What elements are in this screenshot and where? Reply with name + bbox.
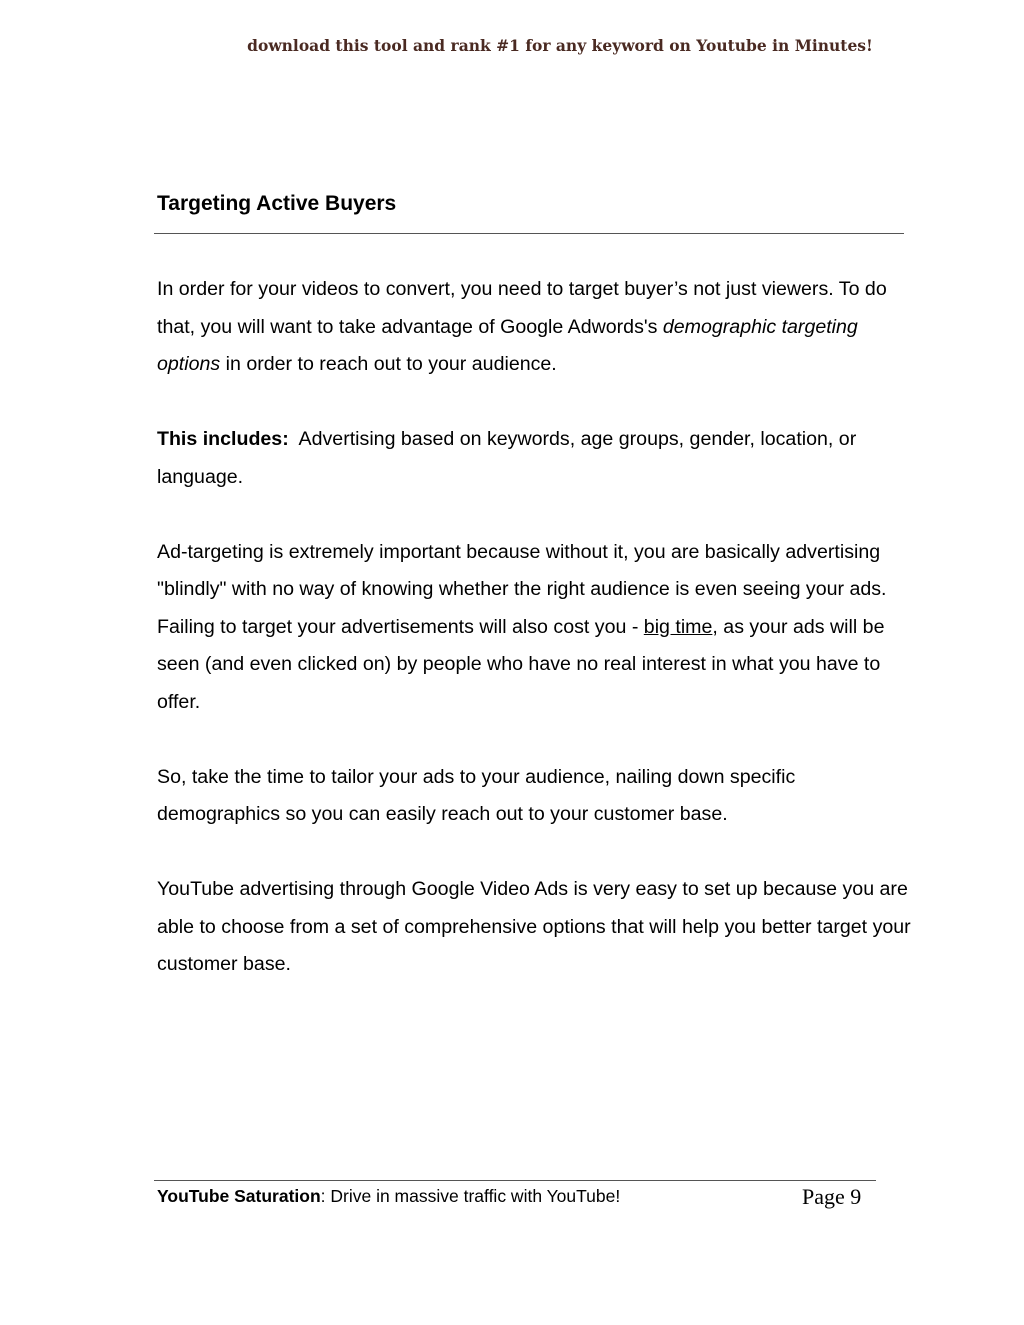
includes-text: Advertising based on keywords, age groups, gender, location, or language.: [157, 428, 862, 488]
paragraph-intro: [157, 271, 917, 384]
includes-label: This includes:: [157, 428, 289, 450]
footer-brand: YouTube Saturation: [157, 1186, 321, 1206]
footer-divider: [154, 1180, 876, 1181]
section-title: Targeting Active Buyers: [157, 192, 397, 215]
footer: [157, 1186, 877, 1207]
ad-targeting-text-a: Ad-targeting is extremely important because without it, you are basically advertising "blindly" with no way of knowing whether the right audience is even seeing your ads. Failing to target your advertisements will also cost you -: [157, 540, 887, 638]
page-number: Page 9: [802, 1184, 862, 1209]
title-divider: [154, 233, 904, 234]
paragraph-tailor-ads: So, take the time to tailor your ads to your audience, nailing down specific demographics so you can easily reach out to your customer base.: [157, 765, 796, 825]
big-time-underlined: big time: [643, 615, 713, 638]
ad-targeting-text-b: , as your ads will be seen (and even clicked on) by people who have no real interest in what you have to offer.: [157, 615, 885, 713]
intro-text-b: in order to reach out to your audience.: [220, 353, 557, 375]
download-tool-link[interactable]: download this tool and rank #1 for any keyword on Youtube in Minutes!: [247, 36, 873, 55]
paragraph-ad-targeting: [157, 534, 917, 722]
intro-emphasis: demographic targeting options: [157, 315, 858, 375]
paragraph-includes: [157, 421, 917, 496]
body-content: [157, 271, 917, 1021]
footer-tagline: : Drive in massive traffic with YouTube!: [320, 1186, 621, 1206]
paragraph-youtube-advertising: YouTube advertising through Google Video Ads is very easy to set up because you are able to choose from a set of comprehensive options that will help you better target your customer base.: [157, 878, 911, 975]
intro-text-a: In order for your videos to convert, you need to target buyer’s not just viewers. To do that, you will want to take advantage of Google Adwords's: [157, 278, 887, 338]
